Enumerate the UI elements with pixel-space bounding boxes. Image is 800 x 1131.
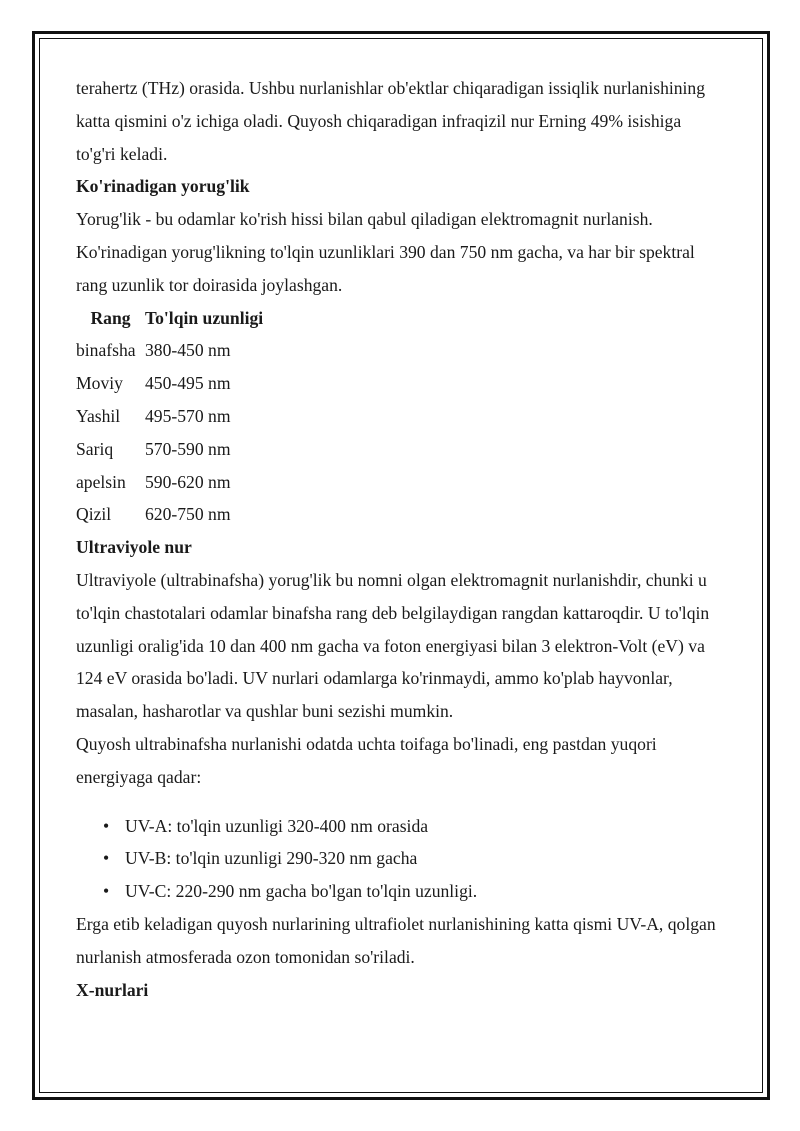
table-header-row — [76, 302, 263, 335]
document-body — [76, 72, 716, 1006]
paragraph-ultraviolet: Ultraviyole (ultrabinafsha) yorug'lik bu nomni olgan elektromagnit nurlanishdir, chunki u to'lqin chastotalari odamlar binafsha rang deb belgilaydigan rangdan kattaroqdir. U to'lqin uzunligi oralig'ida 10 dan 400 nm gacha va foton energiyasi bilan 3 elektron-Volt (eV) va 124 eV orasida bo'ladi. UV nurlari odamlarga ko'rinmaydi, ammo ko'plab hayvonlar, masalan, hasharotlar va qushlar buni sezishi mumkin. — [76, 569, 710, 722]
table-row — [76, 466, 263, 499]
table-cell-color: Sariq — [76, 438, 114, 459]
table-cell-wavelength: 570-590 nm — [145, 438, 231, 459]
table-cell-wavelength: 380-450 nm — [145, 340, 231, 361]
table-cell-wavelength: 620-750 nm — [145, 504, 231, 525]
bullet-icon: • — [103, 848, 110, 869]
table-cell-wavelength: 495-570 nm — [145, 405, 231, 426]
spacer — [76, 794, 716, 810]
heading-ultraviolet: Ultraviyole nur — [76, 537, 192, 558]
list-item-text: UV-B: to'lqin uzunligi 290-320 nm gacha — [125, 848, 418, 869]
list-item — [103, 810, 716, 843]
table-cell-color: Qizil — [76, 504, 112, 525]
paragraph-infrared-end: terahertz (THz) orasida. Ushbu nurlanishlar ob'ektlar chiqaradigan issiqlik nurlanishining katta qismini o'z ichiga oladi. Quyosh chiqaradigan infraqizil nur Erning 49% isishiga to'g'ri keladi. — [76, 78, 706, 164]
paragraph-uv-categories: Quyosh ultrabinafsha nurlanishi odatda uchta toifaga bo'linadi, eng pastdan yuqori energiyaga qadar: — [76, 733, 657, 787]
table-row — [76, 400, 263, 433]
paragraph-visible-light: Yorug'lik - bu odamlar ko'rish hissi bilan qabul qiladigan elektromagnit nurlanish. Ko'rinadigan yorug'likning to'lqin uzunliklari 390 dan 750 nm gacha, va har bir spektral rang uzunlik tor doirasida joylashgan. — [76, 209, 695, 295]
list-item-text: UV-C: 220-290 nm gacha bo'lgan to'lqin uzunligi. — [125, 881, 478, 902]
table-cell-color: Yashil — [76, 405, 121, 426]
table-header-color: Rang — [90, 307, 131, 328]
table-header-wavelength: To'lqin uzunligi — [145, 307, 264, 328]
table-row — [76, 367, 263, 400]
table-cell-color: binafsha — [76, 340, 136, 361]
table-row — [76, 334, 263, 367]
bullet-icon: • — [103, 815, 110, 836]
table-row — [76, 433, 263, 466]
table-row — [76, 498, 263, 531]
bullet-icon: • — [103, 881, 110, 902]
color-wavelength-table — [76, 302, 263, 532]
list-item — [103, 842, 716, 875]
paragraph-uv-atmosphere: Erga etib keladigan quyosh nurlarining ultrafiolet nurlanishining katta qismi UV-A, qolgan nurlanish atmosferada ozon tomonidan so'riladi. — [76, 913, 716, 967]
list-item — [103, 875, 716, 908]
table-cell-wavelength: 590-620 nm — [145, 471, 231, 492]
list-item-text: UV-A: to'lqin uzunligi 320-400 nm orasida — [125, 815, 429, 836]
table-cell-wavelength: 450-495 nm — [145, 373, 231, 394]
table-cell-color: Moviy — [76, 373, 123, 394]
uv-category-list — [76, 810, 716, 908]
heading-visible-light: Ko'rinadigan yorug'lik — [76, 176, 250, 197]
heading-x-rays: X-nurlari — [76, 979, 149, 1000]
table-cell-color: apelsin — [76, 471, 126, 492]
